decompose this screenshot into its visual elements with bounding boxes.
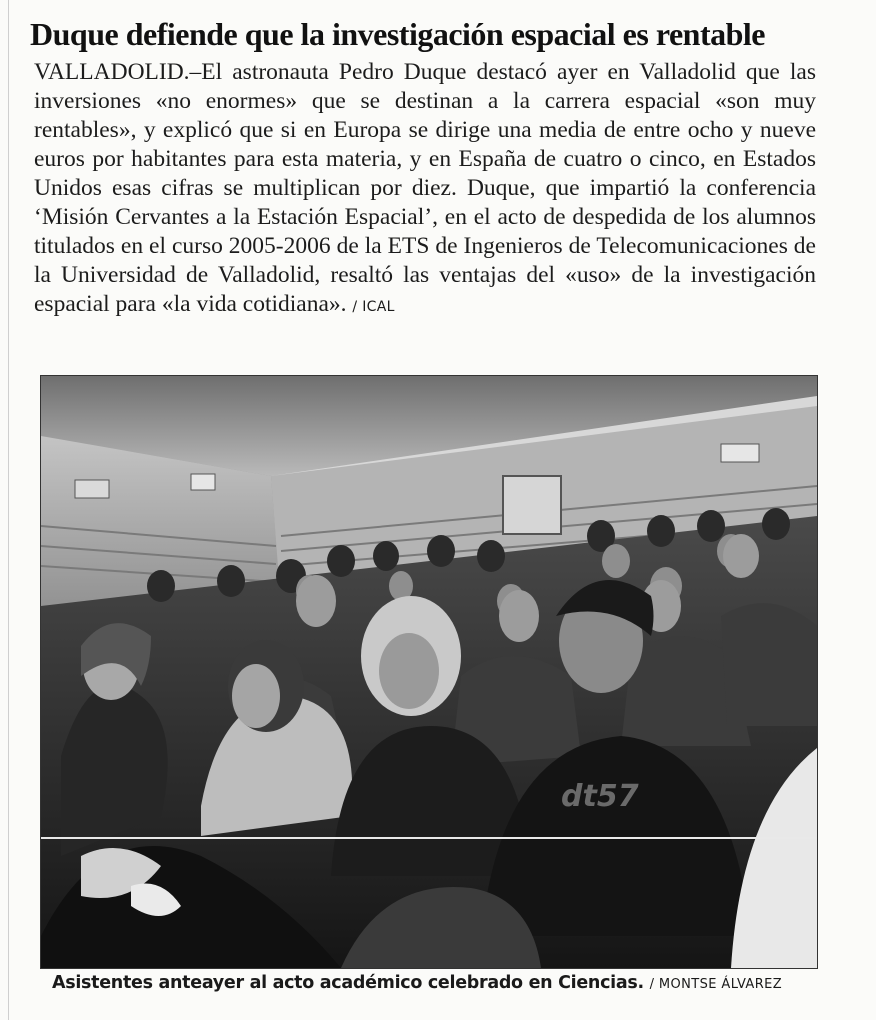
article-body bbox=[34, 58, 816, 322]
photo-caption bbox=[52, 973, 842, 993]
photo-caption-text: Asistentes anteayer al acto académico celebrado en Ciencias. bbox=[52, 973, 644, 993]
scan-edge-rule bbox=[8, 0, 9, 1020]
photo-credit: / MONTSE ÁLVAREZ bbox=[649, 977, 783, 992]
audience-photo-illustration bbox=[41, 376, 817, 968]
svg-text:dt57: dt57 bbox=[561, 779, 639, 814]
article-body-text: VALLADOLID.–El astronauta Pedro Duque destacó ayer en Valladolid que las inversiones «no enormes» que se destinan a la carrera espacial «son muy rentables», y explicó que si en Europa se dirige una media de entre ocho y nueve euros por habitantes para esta materia, y en España de cuatro o cinco, en Estados Unidos esas cifras se multiplican por diez. Duque, que impartió la conferencia ‘Misión Cervantes a la Estación Espacial’, en el acto de despedida de los alumnos titulados en el curso 2005-2006 de la ETS de Ingenieros de Telecomunicaciones de la Universidad de Valladolid, resaltó las ventajas del «uso» de la investigación espacial para «la vida cotidiana». bbox=[34, 59, 816, 317]
audience-photo bbox=[40, 375, 818, 969]
headline: Duque defiende que la investigación espacial es rentable bbox=[30, 16, 765, 52]
article-credit: / ICAL bbox=[352, 299, 395, 315]
